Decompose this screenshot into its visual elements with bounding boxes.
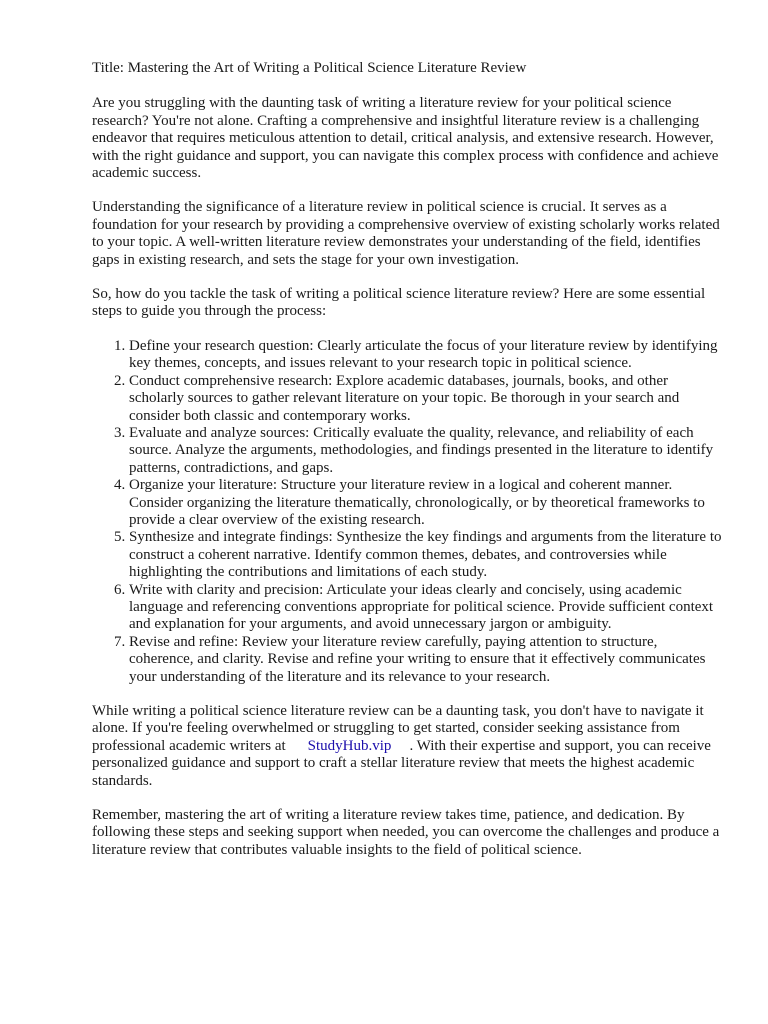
significance-paragraph: Understanding the significance of a literature review in political science is crucial. It serves as a foundation for your research by providing a comprehensive overview of existing scholarly works related to your topic. A well-written literature review demonstrates your understanding of the field, identifies gaps in existing research, and sets the stage for your own investigation. xyxy=(92,199,720,268)
closing-paragraph: Remember, mastering the art of writing a literature review takes time, patience, and dedication. By following these steps and seeking support when needed, you can overcome the challenges and produce a literature review that contributes valuable insights to the field of political science. xyxy=(92,807,720,858)
intro-paragraph: Are you struggling with the daunting task of writing a literature review for your political science research? You're not alone. Crafting a comprehensive and insightful literature review is a challenging endeavor that requires meticulous attention to detail, critical analysis, and extensive research. However, with the right guidance and support, you can navigate this complex process with confidence and achieve academic success. xyxy=(92,95,719,182)
step-item: 2. Conduct comprehensive research: Explore academic databases, journals, books, and other scholarly sources to gather relevant literature on your topic. Be thorough in your search and consider both classic and contemporary works. xyxy=(129,373,722,425)
assistance-paragraph xyxy=(92,703,722,790)
step-item: 1. Define your research question: Clearly articulate the focus of your literature review by identifying key themes, concepts, and issues relevant to your research topic in political science. xyxy=(129,338,722,373)
step-item: 5. Synthesize and integrate findings: Synthesize the key findings and arguments from the literature to construct a coherent narrative. Identify common themes, debates, and controversies while highlighting the contributions and limitations of each study. xyxy=(129,529,722,581)
steps-intro-paragraph: So, how do you tackle the task of writing a political science literature review? Here are some essential steps to guide you through the process: xyxy=(92,286,706,320)
steps-list xyxy=(92,338,722,686)
step-item: 3. Evaluate and analyze sources: Critically evaluate the quality, relevance, and reliability of each source. Analyze the arguments, methodologies, and findings presented in the literature to identify patterns, contradictions, and gaps. xyxy=(129,425,722,477)
step-item: 4. Organize your literature: Structure your literature review in a logical and coherent manner. Consider organizing the literature thematically, chronologically, or by theoretical frameworks to provide a clear overview of the existing research. xyxy=(129,477,722,529)
step-item: 6. Write with clarity and precision: Articulate your ideas clearly and concisely, using academic language and referencing conventions appropriate for political science. Provide sufficient context and explanation for your arguments, and avoid unnecessary jargon or ambiguity. xyxy=(129,582,722,634)
step-item: 7. Revise and refine: Review your literature review carefully, paying attention to structure, coherence, and clarity. Revise and refine your writing to ensure that it effectively communicates your understanding of the literature and its relevance to your research. xyxy=(129,634,722,686)
document-page xyxy=(92,60,722,876)
document-title: Title: Mastering the Art of Writing a Political Science Literature Review xyxy=(92,60,527,76)
assistance-text-after: . With their expertise and support, you can receive personalized guidance and support to craft a stellar literature review that meets the highest academic standards. xyxy=(92,737,711,789)
studyhub-link[interactable]: StudyHub.vip xyxy=(307,737,392,754)
assistance-text-before: While writing a political science literature review can be a daunting task, you don't have to navigate it alone. If you're feeling overwhelmed or struggling to get started, consider seeking assistance from professional academic writers at xyxy=(92,703,704,754)
